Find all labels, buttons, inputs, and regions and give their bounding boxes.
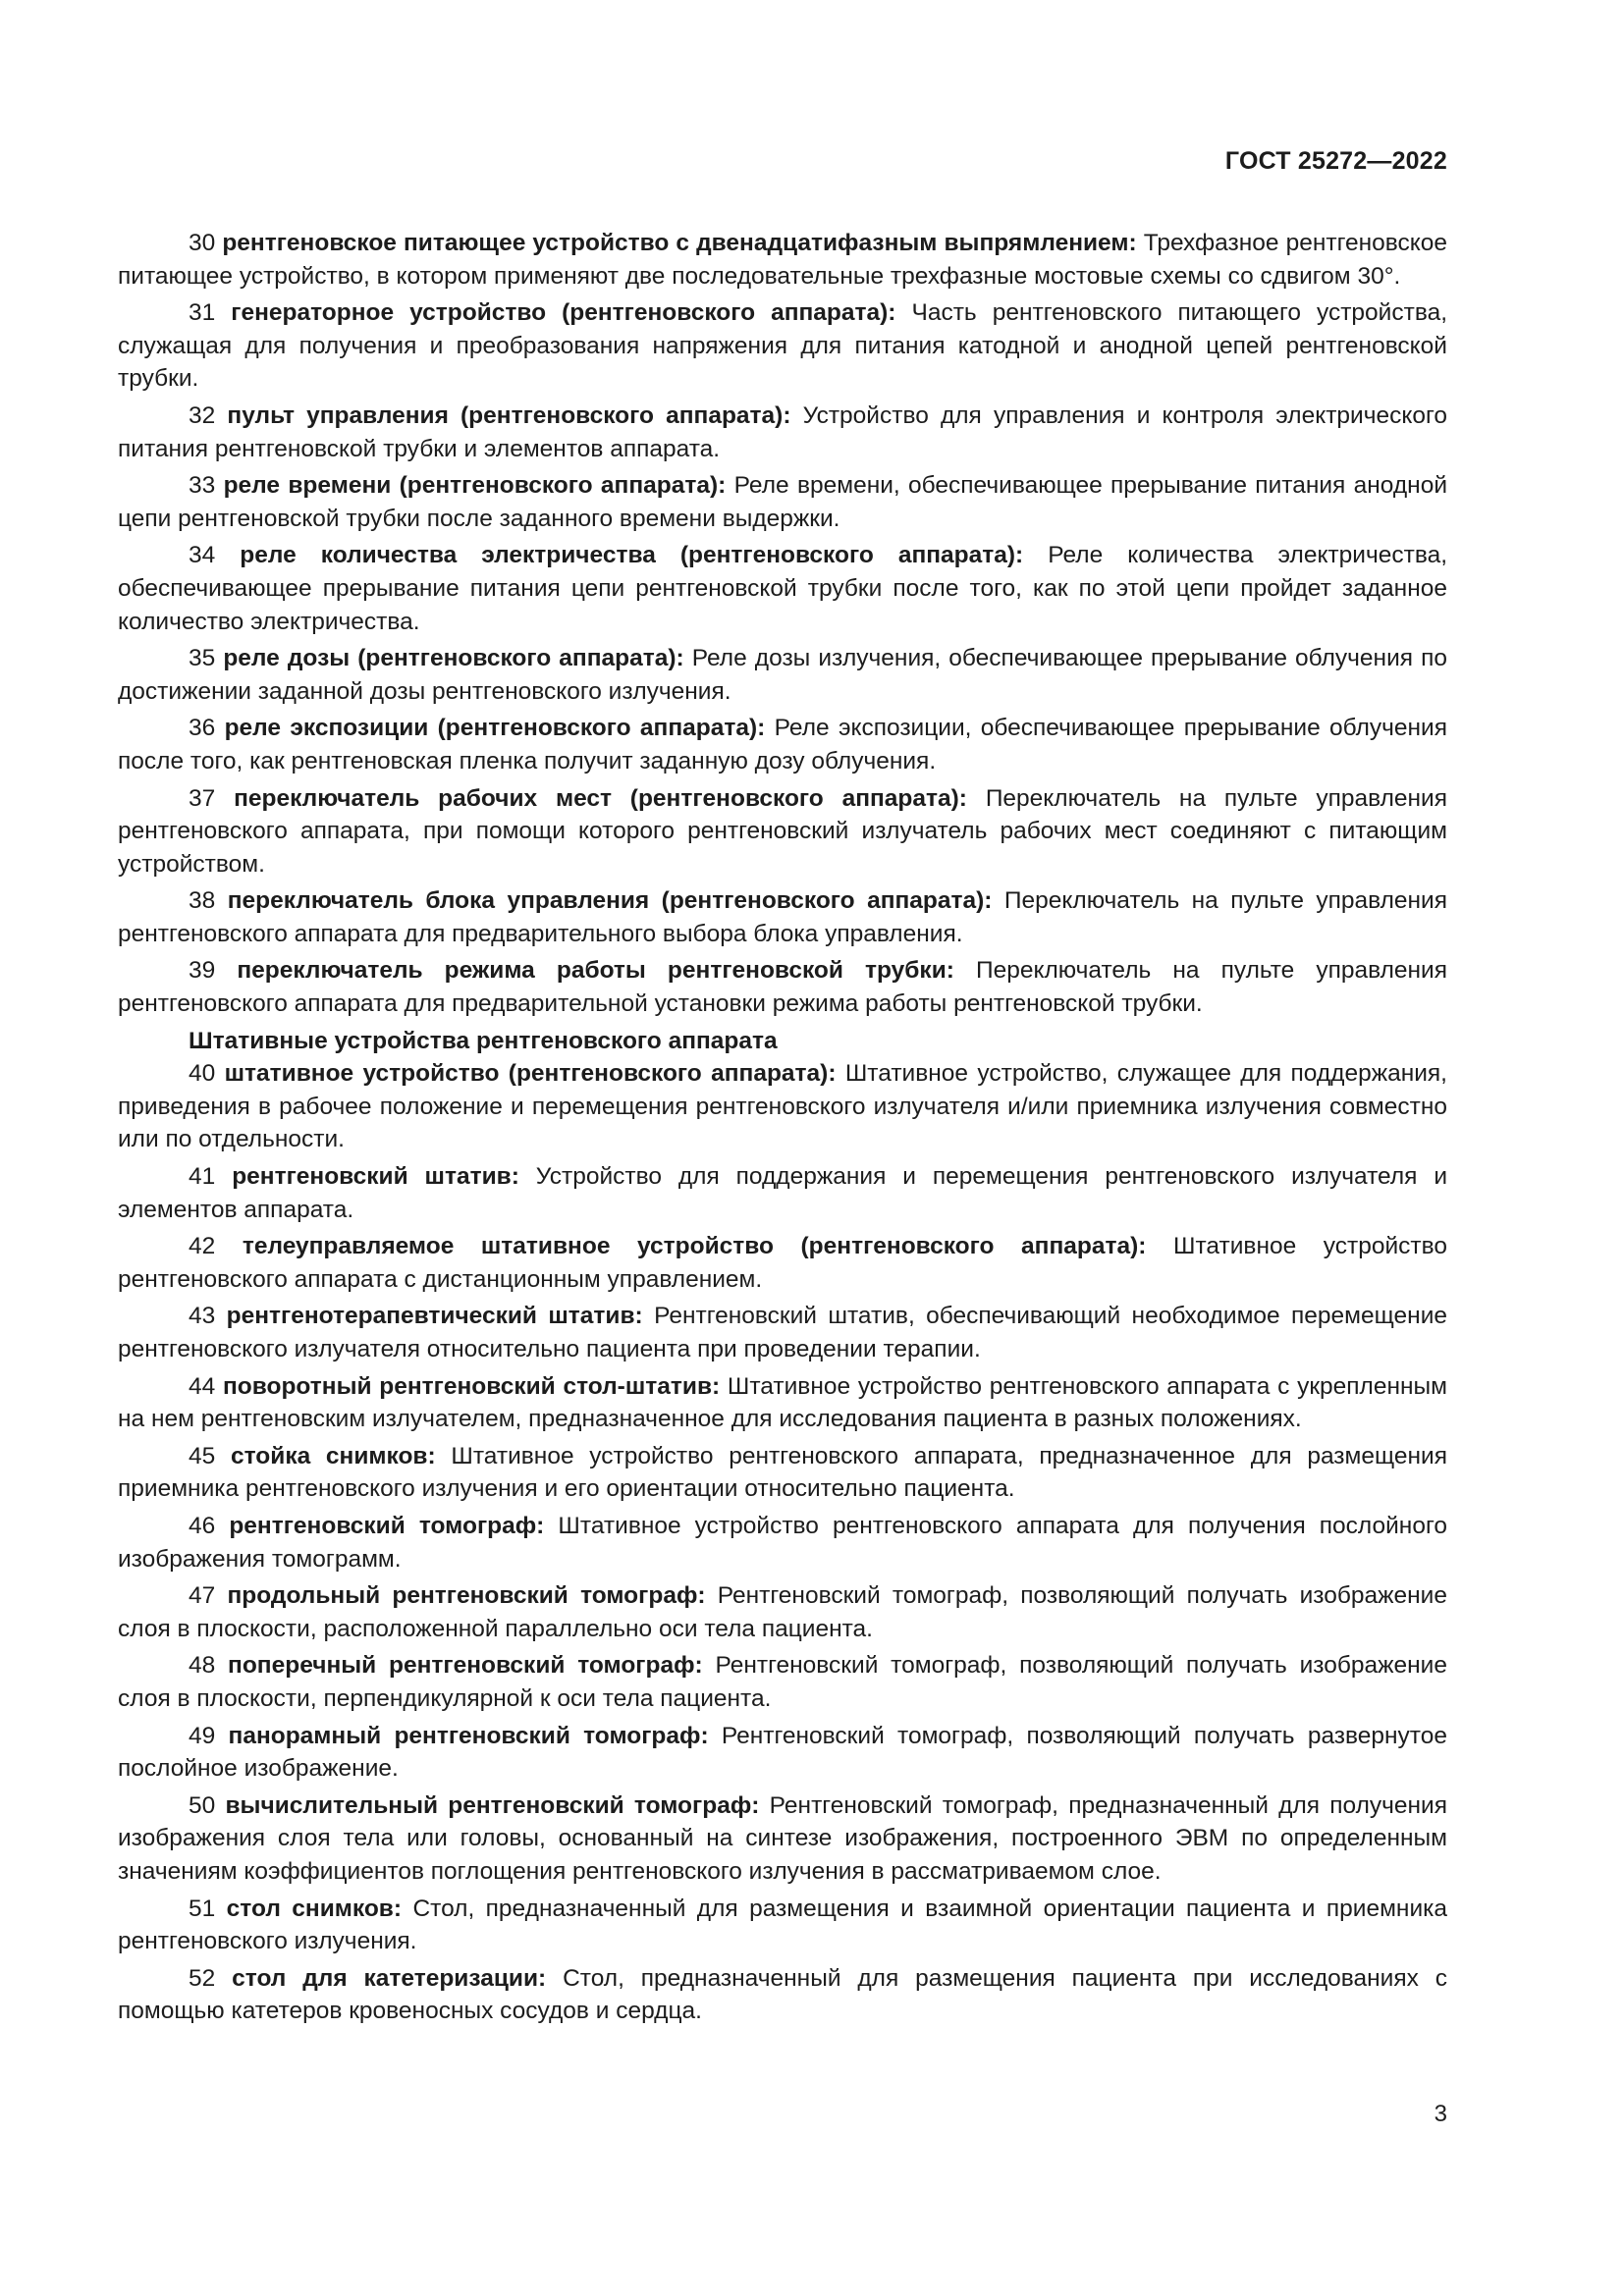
term-title: переключатель режима работы рентгеновской трубки: xyxy=(237,957,954,985)
term-definition: Трехфазное рентгеновское питающее устройство, в котором применяют две последовательные трехфазные мостовые схемы со сдвигом 30°. xyxy=(118,230,1448,290)
document-standard-number: ГОСТ 25272—2022 xyxy=(1224,147,1447,175)
term-entry xyxy=(118,1160,1447,1226)
term-definition: Часть рентгеновского питающего устройства, служащая для получения и преобразования напряжения для питания катодной и анодной цепей рентгеновской трубки. xyxy=(118,299,1448,393)
term-title: рентгеновский томограф: xyxy=(229,1512,545,1539)
term-definition: Устройство для поддержания и перемещения рентгеновского излучателя и элементов аппарата. xyxy=(118,1163,1448,1223)
term-title: реле времени (рентгеновского аппарата): xyxy=(223,472,727,500)
term-definition: Рентгеновский томограф, позволяющий получать изображение слоя в плоскости, перпендикулярной к оси тела пациента. xyxy=(118,1652,1447,1712)
term-title: телеуправляемое штативное устройство (рентгеновского аппарата): xyxy=(242,1233,1147,1260)
terms-list-power-and-control xyxy=(118,227,1447,1021)
term-definition: Штативное устройство рентгеновского аппарата с дистанционным управлением. xyxy=(118,1233,1448,1293)
document-body xyxy=(118,227,1447,2032)
term-number: 34 xyxy=(189,542,216,569)
term-number: 38 xyxy=(189,887,216,915)
term-number: 43 xyxy=(189,1303,216,1330)
term-title: реле дозы (рентгеновского аппарата): xyxy=(223,645,684,672)
term-entry xyxy=(118,539,1447,638)
term-title: штативное устройство (рентгеновского аппарата): xyxy=(224,1060,837,1088)
term-entry xyxy=(118,1440,1447,1506)
term-number: 44 xyxy=(189,1372,216,1400)
term-number: 49 xyxy=(189,1722,216,1749)
term-number: 46 xyxy=(189,1512,216,1539)
term-number: 31 xyxy=(189,299,216,327)
term-title: поперечный рентгеновский томограф: xyxy=(228,1652,703,1680)
term-title: пульт управления (рентгеновского аппарата): xyxy=(227,401,791,429)
term-entry xyxy=(118,1579,1447,1645)
term-title: вычислительный рентгеновский томограф: xyxy=(225,1791,760,1819)
term-number: 45 xyxy=(189,1442,216,1469)
term-entry xyxy=(118,400,1447,465)
term-title: стойка снимков: xyxy=(230,1442,436,1469)
term-entry xyxy=(118,712,1447,777)
term-entry xyxy=(118,1720,1447,1786)
term-title: переключатель блока управления (рентгеновского аппарата): xyxy=(227,887,993,915)
term-entry xyxy=(118,1649,1447,1715)
term-title: панорамный рентгеновский томограф: xyxy=(228,1722,709,1749)
term-title: продольный рентгеновский томограф: xyxy=(227,1582,706,1610)
term-number: 35 xyxy=(189,645,216,672)
term-entry xyxy=(118,469,1447,535)
term-number: 40 xyxy=(189,1060,216,1088)
term-definition: Стол, предназначенный для размещения и взаимной ориентации пациента и приемника рентгеновского излучения. xyxy=(118,1895,1448,1955)
term-title: рентгеновский штатив: xyxy=(232,1163,519,1191)
section-heading: Штативные устройства рентгеновского аппарата xyxy=(189,1027,778,1054)
term-title: рентгенотерапевтический штатив: xyxy=(226,1303,643,1330)
term-entry xyxy=(118,296,1447,396)
term-definition: Реле экспозиции, обеспечивающее прерывание облучения после того, как рентгеновская пленка получит заданную дозу облучения. xyxy=(118,715,1447,774)
term-definition: Рентгеновский томограф, предназначенный для получения изображения слоя тела или головы, основанный на синтезе изображения, построенного ЭВМ по определенным значениям коэффициентов поглощения рентгеновского излучения в рассматриваемом слое. xyxy=(118,1791,1448,1885)
term-entry xyxy=(118,1893,1447,1958)
term-number: 52 xyxy=(189,1964,216,1992)
term-title: переключатель рабочих мест (рентгеновского аппарата): xyxy=(234,784,967,812)
term-entry xyxy=(118,782,1447,881)
term-definition: Реле дозы излучения, обеспечивающее прерывание облучения по достижении заданной дозы рентгеновского излучения. xyxy=(118,645,1447,705)
term-definition: Штативное устройство рентгеновского аппарата для получения послойного изображения томограмм. xyxy=(118,1512,1447,1573)
term-number: 42 xyxy=(189,1233,216,1260)
term-entry xyxy=(118,1057,1447,1156)
term-definition: Стол, предназначенный для размещения пациента при исследованиях с помощью катетеров кровеносных сосудов и сердца. xyxy=(118,1964,1448,2025)
term-number: 36 xyxy=(189,715,216,742)
term-entry xyxy=(118,642,1447,708)
term-definition: Штативное устройство, служащее для поддержания, приведения в рабочее положение и перемещения рентгеновского излучателя и/или приемника излучения совместно или по отдельности. xyxy=(118,1060,1447,1153)
term-title: реле экспозиции (рентгеновского аппарата): xyxy=(224,715,766,742)
term-number: 47 xyxy=(189,1582,216,1610)
term-number: 50 xyxy=(189,1791,216,1819)
term-definition: Рентгеновский томограф, позволяющий получать изображение слоя в плоскости, расположенной параллельно оси тела пациента. xyxy=(118,1582,1447,1642)
term-number: 51 xyxy=(189,1895,216,1922)
term-number: 33 xyxy=(189,472,216,500)
term-definition: Реле количества электричества, обеспечивающее прерывание питания цепи рентгеновской трубки после того, как по этой цепи пройдет заданное количество электричества. xyxy=(118,542,1448,635)
page-number: 3 xyxy=(1434,2101,1447,2127)
term-entry xyxy=(118,954,1447,1020)
term-entry xyxy=(118,227,1447,293)
term-entry xyxy=(118,1230,1447,1296)
term-definition: Переключатель на пульте управления рентгеновского аппарата, при помощи которого рентгеновский излучатель рабочих мест соединяют с питающим устройством. xyxy=(118,784,1448,878)
term-definition: Переключатель на пульте управления рентгеновского аппарата для предварительной установки режима работы рентгеновской трубки. xyxy=(118,957,1447,1018)
term-entry xyxy=(118,1370,1447,1436)
term-number: 48 xyxy=(189,1652,216,1680)
term-title: стол для катетеризации: xyxy=(232,1964,547,1992)
term-entry xyxy=(118,1300,1447,1365)
term-title: реле количества электричества (рентгеновского аппарата): xyxy=(240,542,1024,569)
term-entry xyxy=(118,1962,1447,2028)
term-number: 32 xyxy=(189,401,216,429)
terms-list-stand-devices xyxy=(118,1057,1447,2028)
term-definition: Устройство для управления и контроля электрического питания рентгеновской трубки и элементов аппарата. xyxy=(118,401,1448,462)
term-entry xyxy=(118,884,1447,950)
term-number: 37 xyxy=(189,784,216,812)
term-entry xyxy=(118,1789,1447,1889)
term-entry xyxy=(118,1510,1447,1575)
term-number: 39 xyxy=(189,957,216,985)
term-definition: Рентгеновский томограф, позволяющий получать развернутое послойное изображение. xyxy=(118,1722,1447,1783)
term-title: генераторное устройство (рентгеновского аппарата): xyxy=(231,299,896,327)
term-title: стол снимков: xyxy=(226,1895,403,1922)
term-definition: Штативное устройство рентгеновского аппарата с укрепленным на нем рентгеновским излучателем, предназначенное для исследования пациента в разных положениях. xyxy=(118,1372,1447,1433)
term-title: рентгеновское питающее устройство с двенадцатифазным выпрямлением: xyxy=(222,230,1137,256)
term-definition: Штативное устройство рентгеновского аппарата, предназначенное для размещения приемника рентгеновского излучения и его ориентации относительно пациента. xyxy=(118,1442,1447,1503)
term-definition: Реле времени, обеспечивающее прерывание питания анодной цепи рентгеновской трубки после заданного времени выдержки. xyxy=(118,472,1448,532)
term-definition: Рентгеновский штатив, обеспечивающий необходимое перемещение рентгеновского излучателя относительно пациента при проведении терапии. xyxy=(118,1303,1448,1362)
term-number: 41 xyxy=(189,1163,216,1191)
term-number: 30 xyxy=(189,230,216,256)
term-title: поворотный рентгеновский стол-штатив: xyxy=(223,1372,721,1400)
term-definition: Переключатель на пульте управления рентгеновского аппарата для предварительного выбора блока управления. xyxy=(118,887,1448,947)
